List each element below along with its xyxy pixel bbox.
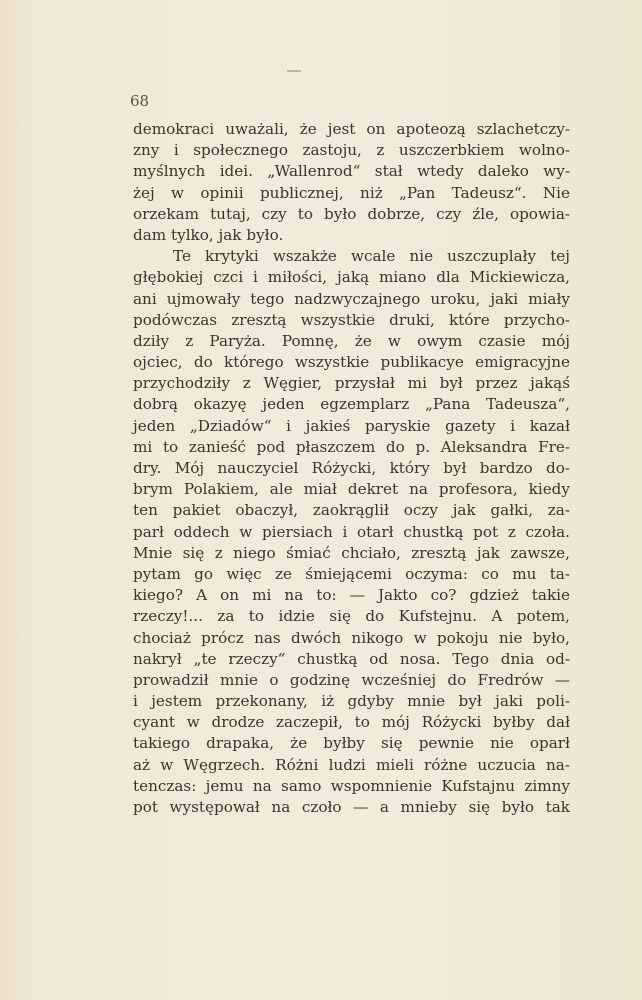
text-line: ojciec, do którego wszystkie publikacye emigracyjne xyxy=(133,353,570,372)
text-line: takiego drapaka, że byłby się pewnie nie oparł xyxy=(133,734,570,753)
text-line: kiego? A on mi na to: — Jakto co? gdzież takie xyxy=(133,586,570,605)
text-line: przychodziły z Węgier, przysłał mi był przez jakąś xyxy=(133,374,570,393)
text-line: dry. Mój nauczyciel Różycki, który był bardzo do- xyxy=(133,459,570,477)
text-line: aż w Węgrzech. Różni ludzi mieli różne uczucia na- xyxy=(133,755,570,774)
text-line: jeden „Dziadów“ i jakieś paryskie gazety i kazał xyxy=(133,416,570,435)
text-line: parł oddech w piersiach i otarł chustką pot z czoła. xyxy=(133,522,570,541)
text-line: orzekam tutaj, czy to było dobrze, czy źle, opowia- xyxy=(133,204,570,223)
text-line: podówczas zresztą wszystkie druki, które przycho- xyxy=(133,310,570,329)
text-line: cyant w drodze zaczepił, to mój Różycki byłby dał xyxy=(133,713,570,732)
body-text xyxy=(133,119,570,818)
print-mark xyxy=(287,70,301,72)
text-line: mi to zanieść pod płaszczem do p. Aleksandra Fre- xyxy=(133,437,570,456)
text-line: zny i społecznego zastoju, z uszczerbkiem wolno- xyxy=(133,141,570,160)
text-line: pytam go więc ze śmiejącemi oczyma: co mu ta- xyxy=(133,564,570,583)
text-line: myślnych idei. „Wallenrod“ stał wtedy daleko wy- xyxy=(133,162,570,181)
text-line: nakrył „te rzeczy“ chustką od nosa. Tego dnia od- xyxy=(133,649,570,668)
text-line: tenczas: jemu na samo wspomnienie Kufstajnu zimny xyxy=(133,776,570,795)
text-line: chociaż prócz nas dwóch nikogo w pokoju nie było, xyxy=(133,628,570,647)
text-line: dam tylko, jak było. xyxy=(133,225,284,244)
text-line: Mnie się z niego śmiać chciało, zresztą jak zawsze, xyxy=(133,543,570,562)
text-line: pot występował na czoło — a mnieby się było tak xyxy=(133,798,570,816)
text-line: demokraci uważali, że jest on apoteozą szlachetczy- xyxy=(133,120,570,138)
text-line: brym Polakiem, ale miał dekret na profesora, kiedy xyxy=(133,480,570,499)
text-line: dobrą okazyę jeden egzemplarz „Pana Tadeusza“, xyxy=(133,395,570,414)
text-line: Te krytyki wszakże wcale nie uszczuplały tej xyxy=(173,247,570,266)
text-line: ten pakiet obaczył, zaokrąglił oczy jak gałki, za- xyxy=(133,501,570,520)
text-line: rzeczy!... za to idzie się do Kufstejnu. A potem, xyxy=(133,607,570,626)
text-line: ani ujmowały tego nadzwyczajnego uroku, jaki miały xyxy=(133,289,570,308)
text-line: prowadził mnie o godzinę wcześniej do Fredrów — xyxy=(133,670,570,689)
text-line: żej w opinii publicznej, niż „Pan Tadeusz“. Nie xyxy=(133,183,570,202)
text-line: dziły z Paryża. Pomnę, że w owym czasie mój xyxy=(133,331,570,350)
text-line: i jestem przekonany, iż gdyby mnie był jaki poli- xyxy=(133,692,570,711)
page-number: 68 xyxy=(130,92,150,110)
text-line: głębokiej czci i miłości, jaką miano dla Mickiewicza, xyxy=(133,268,570,287)
